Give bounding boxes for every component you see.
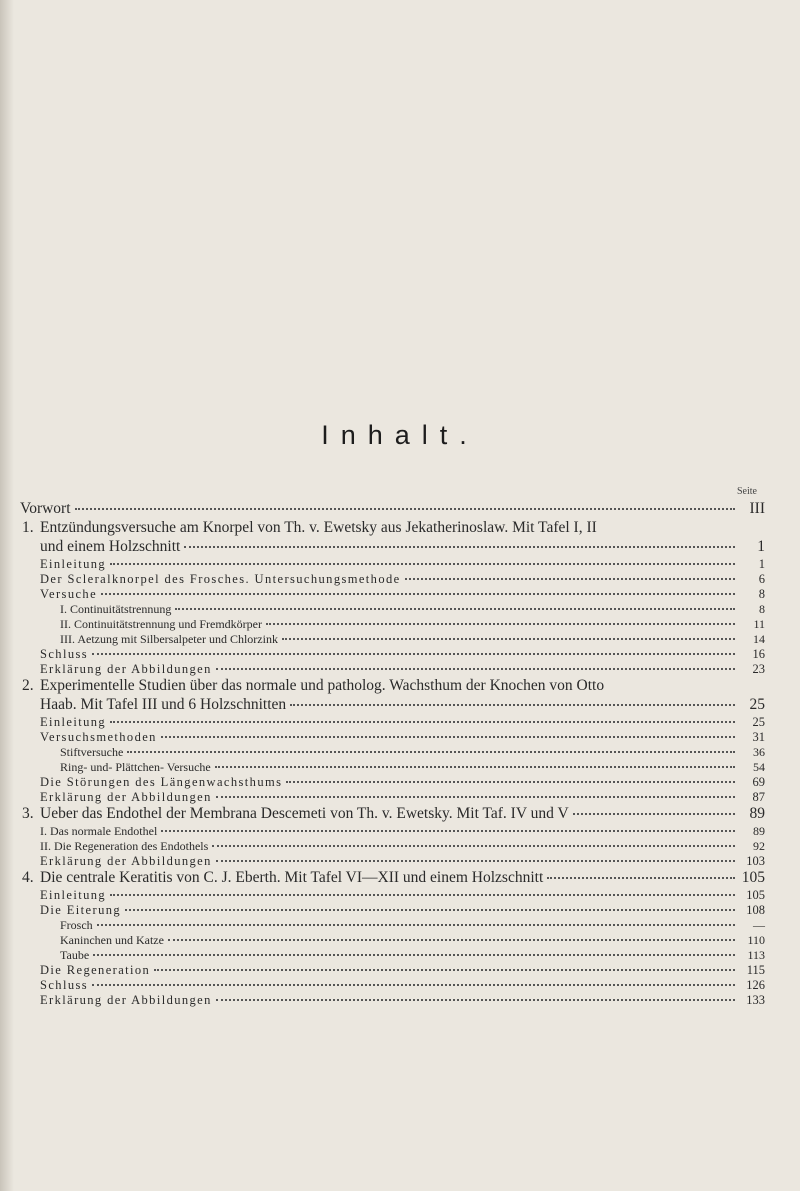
leader-dots — [92, 653, 735, 655]
leader-dots — [184, 546, 735, 548]
toc-entry-title: Versuchsmethoden — [40, 730, 157, 744]
toc-entry-page: 69 — [752, 775, 765, 789]
chapter-1-heading[interactable] — [22, 519, 597, 537]
toc-entry-title: Stiftversuche — [60, 745, 124, 759]
toc-entry-title: Erklärung der Abbildungen — [40, 790, 212, 804]
leader-dots — [97, 924, 735, 926]
toc-entry-page: 110 — [747, 933, 765, 947]
leader-dots — [286, 781, 735, 783]
toc-subentry[interactable] — [40, 775, 765, 790]
toc-entry-title: Die Störungen des Längenwachsthums — [40, 775, 283, 789]
leader-dots — [216, 796, 735, 798]
leader-dots — [93, 954, 735, 956]
toc-entry-page: 103 — [746, 854, 765, 868]
toc-subentry[interactable] — [40, 903, 765, 918]
toc-entry-page: 87 — [752, 790, 765, 804]
chapter-number: 1. — [22, 519, 34, 536]
toc-entry-page: 126 — [746, 978, 765, 992]
chapter-number: 2. — [22, 677, 34, 694]
toc-subentry[interactable] — [40, 978, 765, 993]
toc-entry-title: Erklärung der Abbildungen — [40, 662, 212, 676]
leader-dots — [154, 969, 735, 971]
toc-subentry[interactable] — [40, 839, 765, 854]
toc-entry-title: Schluss — [40, 647, 89, 661]
toc-entry-title: Die Eiterung — [40, 903, 122, 917]
toc-entry-title: Taube — [60, 948, 90, 962]
leader-dots — [168, 939, 735, 941]
toc-entry-title: Einleitung — [40, 888, 107, 902]
toc-entry-page: 54 — [753, 760, 765, 774]
toc-entry-page: III — [749, 500, 765, 517]
toc-entry-page: 25 — [749, 696, 765, 713]
chapter-title-line1: Entzündungsversuche am Knorpel von Th. v. Ewetsky aus Jekatherinoslaw. Mit Tafel I, II — [40, 519, 597, 536]
toc-subentry[interactable] — [60, 602, 765, 617]
chapter-4-heading[interactable] — [22, 869, 765, 887]
leader-dots — [212, 845, 735, 847]
leader-dots — [92, 984, 735, 986]
toc-entry-page: 1 — [758, 557, 765, 571]
toc-subentry[interactable] — [40, 730, 765, 745]
toc-subentry[interactable] — [60, 617, 765, 632]
page-edge-shadow — [0, 0, 14, 1191]
leader-dots — [110, 563, 735, 565]
leader-dots — [216, 999, 735, 1001]
toc-subentry[interactable] — [40, 824, 765, 839]
chapter-title-line2: Haab. Mit Tafel III und 6 Holzschnitten — [40, 696, 287, 713]
toc-entry-page: 105 — [746, 888, 765, 902]
toc-entry-page: 108 — [746, 903, 765, 917]
toc-entry-title: Einleitung — [40, 557, 107, 571]
toc-subentry[interactable] — [40, 790, 765, 805]
leader-dots — [215, 766, 735, 768]
leader-dots — [216, 860, 735, 862]
chapter-1-heading-cont[interactable] — [40, 538, 765, 556]
leader-dots — [216, 668, 735, 670]
page-title: Inhalt. — [321, 420, 479, 450]
leader-dots — [161, 736, 735, 738]
toc-subentry[interactable] — [60, 948, 765, 963]
toc-subentry[interactable] — [40, 888, 765, 903]
toc-entry-page: 6 — [758, 572, 765, 586]
toc-entry-page: 89 — [753, 824, 765, 838]
toc-entry-page: 89 — [749, 805, 765, 822]
toc-entry-title: II. Die Regeneration des Endothels — [40, 839, 209, 853]
toc-entry-title: Die Regeneration — [40, 963, 151, 977]
chapter-title-line1: Ueber das Endothel der Membrana Descemeti von Th. v. Ewetsky. Mit Taf. IV und V — [40, 805, 569, 822]
toc-entry-title: Erklärung der Abbildungen — [40, 993, 212, 1007]
toc-entry-page: 14 — [753, 632, 765, 646]
toc-entry-page: 113 — [747, 948, 765, 962]
chapter-title-line2: und einem Holzschnitt — [40, 538, 181, 555]
leader-dots — [290, 704, 735, 706]
toc-subentry[interactable] — [40, 854, 765, 869]
leader-dots — [110, 894, 735, 896]
toc-subentry[interactable] — [60, 918, 765, 933]
toc-subentry[interactable] — [40, 963, 765, 978]
toc-entry-title: Erklärung der Abbildungen — [40, 854, 212, 868]
toc-entry-vorwort[interactable] — [20, 500, 765, 518]
toc-entry-page: 11 — [753, 617, 765, 631]
leader-dots — [266, 623, 735, 625]
toc-subentry[interactable] — [40, 572, 765, 587]
chapter-2-heading-cont[interactable] — [40, 696, 765, 714]
toc-subentry[interactable] — [40, 587, 765, 602]
toc-subentry[interactable] — [40, 715, 765, 730]
toc-entry-page: 92 — [753, 839, 765, 853]
toc-subentry[interactable] — [40, 647, 765, 662]
leader-dots — [161, 830, 735, 832]
toc-entry-title: III. Aetzung mit Silbersalpeter und Chlorzink — [60, 632, 278, 646]
chapter-2-heading[interactable] — [22, 677, 604, 695]
toc-entry-page: 31 — [752, 730, 765, 744]
leader-dots — [282, 638, 735, 640]
toc-entry-title: Einleitung — [40, 715, 107, 729]
toc-entry-page: 133 — [746, 993, 765, 1007]
toc-entry-title: II. Continuitätstrennung und Fremdkörper — [60, 617, 262, 631]
toc-entry-page: — — [753, 918, 765, 932]
toc-entry-page: 36 — [753, 745, 765, 759]
leader-dots — [110, 721, 735, 723]
toc-entry-page: 105 — [741, 869, 765, 886]
toc-subentry[interactable] — [40, 662, 765, 677]
leader-dots — [175, 608, 735, 610]
toc-entry-title: Ring- und- Plättchen- Versuche — [60, 760, 211, 774]
toc-entry-page: 8 — [759, 602, 765, 616]
leader-dots — [101, 593, 735, 595]
toc-subentry[interactable] — [40, 993, 765, 1008]
toc-entry-title: Der Scleralknorpel des Frosches. Untersuchungsmethode — [40, 572, 401, 586]
toc-subentry[interactable] — [60, 632, 765, 647]
toc-entry-page: 8 — [758, 587, 765, 601]
toc-entry-page: 1 — [757, 538, 765, 555]
toc-entry-title: Schluss — [40, 978, 89, 992]
toc-entry-page: 23 — [752, 662, 765, 676]
toc-subentry[interactable] — [60, 760, 765, 775]
toc-entry-title: I. Das normale Endothel — [40, 824, 158, 838]
toc-subentry[interactable] — [60, 933, 765, 948]
chapter-title-line1: Die centrale Keratitis von C. J. Eberth. Mit Tafel VI—XII und einem Holzschnitt — [40, 869, 544, 886]
leader-dots — [405, 578, 735, 580]
chapter-3-heading[interactable] — [22, 805, 765, 823]
toc-entry-title: Frosch — [60, 918, 93, 932]
chapter-number: 4. — [22, 869, 34, 886]
toc-entry-title: Versuche — [40, 587, 98, 601]
leader-dots — [547, 877, 735, 879]
toc-entry-title: I. Continuitätstrennung — [60, 602, 172, 616]
leader-dots — [75, 508, 735, 510]
toc-entry-page: 25 — [752, 715, 765, 729]
toc-entry-page: 115 — [746, 963, 765, 977]
leader-dots — [573, 813, 735, 815]
toc-entry-page: 16 — [752, 647, 765, 661]
page-column-label: Seite — [737, 486, 757, 497]
chapter-number: 3. — [22, 805, 34, 822]
toc-subentry[interactable] — [60, 745, 765, 760]
leader-dots — [125, 909, 735, 911]
toc-entry-title: Vorwort — [20, 500, 71, 517]
leader-dots — [127, 751, 735, 753]
toc-entry-title: Kaninchen und Katze — [60, 933, 164, 947]
toc-subentry[interactable] — [40, 557, 765, 572]
chapter-title-line1: Experimentelle Studien über das normale und patholog. Wachsthum der Knochen von Otto — [40, 677, 605, 694]
